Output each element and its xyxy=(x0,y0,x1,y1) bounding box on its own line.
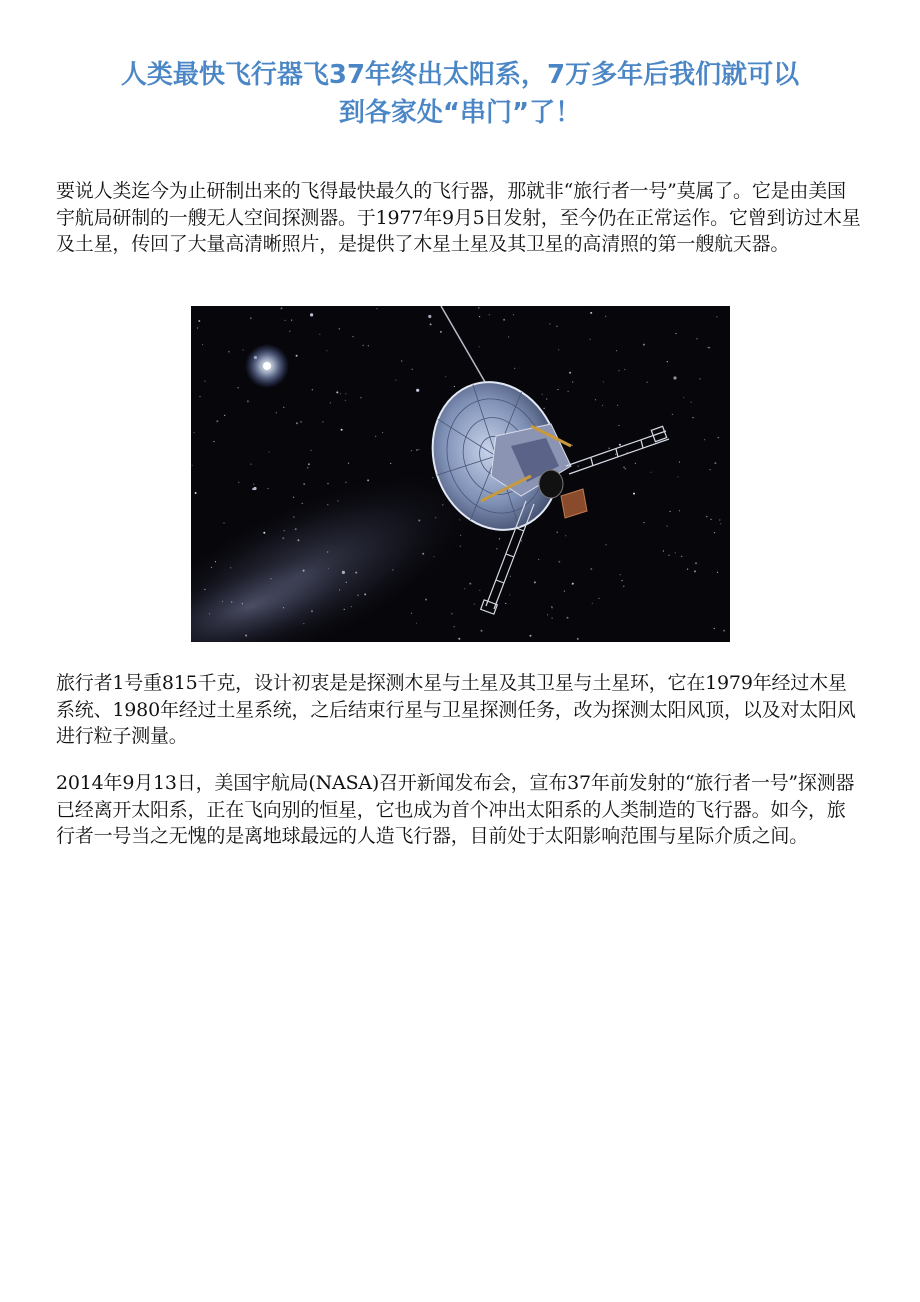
star xyxy=(245,635,247,637)
star xyxy=(478,307,480,309)
star xyxy=(509,594,510,595)
star xyxy=(716,316,717,317)
star xyxy=(489,314,490,315)
star xyxy=(357,595,358,596)
star xyxy=(569,372,571,374)
star xyxy=(351,606,352,607)
star xyxy=(285,320,286,321)
star xyxy=(692,417,693,418)
star xyxy=(590,312,592,314)
star xyxy=(595,399,596,400)
star xyxy=(694,570,696,572)
star xyxy=(714,462,716,464)
star xyxy=(609,448,610,449)
star xyxy=(433,556,434,557)
star xyxy=(696,338,697,339)
star xyxy=(577,638,579,640)
star xyxy=(479,590,480,591)
star xyxy=(568,391,569,392)
star xyxy=(293,497,294,498)
star xyxy=(336,391,338,393)
star xyxy=(192,465,193,466)
star xyxy=(213,441,214,442)
star xyxy=(534,581,536,583)
star xyxy=(673,376,676,379)
star xyxy=(342,571,345,574)
star xyxy=(411,450,412,451)
star xyxy=(382,432,383,433)
star xyxy=(339,589,340,590)
star xyxy=(530,635,532,637)
star xyxy=(238,482,239,483)
star xyxy=(418,520,420,522)
paragraph-intro: 要说人类迄今为止研制出来的飞得最快最久的飞行器，那就非“旅行者一号”莫属了。它是由美国宇航局研制的一艘无人空间探测器。于1977年9月5日发射，至今仍在正常运作。它曾到访过木星及土星，传回了大量高清晰照片，是提供了木星土星及其卫星的高清照的第一艘航天器。 xyxy=(56,180,861,255)
star xyxy=(505,603,506,604)
star xyxy=(691,402,692,403)
star xyxy=(549,323,550,324)
star xyxy=(222,601,223,602)
star xyxy=(510,576,511,577)
star xyxy=(276,412,277,413)
star xyxy=(348,463,349,464)
star xyxy=(695,562,697,564)
star xyxy=(204,589,205,590)
star xyxy=(572,583,574,585)
star xyxy=(319,334,320,335)
star xyxy=(699,378,700,379)
star xyxy=(619,444,621,446)
star xyxy=(675,552,676,553)
star xyxy=(440,331,442,333)
star xyxy=(416,449,418,451)
star xyxy=(295,528,297,530)
star xyxy=(667,361,668,362)
star xyxy=(345,482,346,483)
star xyxy=(605,544,606,545)
star xyxy=(364,593,366,595)
star xyxy=(302,503,303,504)
star xyxy=(346,582,347,583)
star xyxy=(564,591,565,592)
star xyxy=(322,421,323,422)
star xyxy=(230,567,231,568)
star xyxy=(709,469,710,470)
star xyxy=(412,369,413,370)
star xyxy=(590,339,591,340)
star xyxy=(572,445,573,446)
star xyxy=(647,382,648,383)
star xyxy=(392,569,393,570)
star xyxy=(376,308,377,309)
star xyxy=(513,314,514,315)
star xyxy=(252,488,254,490)
star xyxy=(339,328,340,329)
star xyxy=(341,429,343,431)
star xyxy=(460,546,461,547)
star xyxy=(650,472,651,473)
paragraph-nasa-announcement: 2014年9月13日，美国宇航局(NASA)召开新闻发布会，宣布37年前发射的“旅行者一号”探测器已经离开太阳系，正在飞向别的恒星，它也成为首个冲出太阳系的人类制造的飞行器。如今，旅行者一号当之无愧的是离地球最远的人造飞行器，目前处于太阳影响范围与星际介质之间。 xyxy=(56,772,855,847)
star xyxy=(231,601,232,602)
star xyxy=(624,369,625,370)
star xyxy=(250,318,251,319)
star xyxy=(327,504,328,505)
star xyxy=(363,345,364,346)
star xyxy=(367,479,369,481)
star xyxy=(635,463,636,464)
star xyxy=(672,414,673,415)
star xyxy=(687,569,688,570)
star xyxy=(667,526,668,527)
star xyxy=(312,389,313,390)
star xyxy=(326,350,327,351)
star xyxy=(603,381,604,382)
star xyxy=(623,586,624,587)
star xyxy=(442,504,443,505)
star xyxy=(296,422,298,424)
star xyxy=(683,397,684,398)
star xyxy=(328,568,329,569)
star xyxy=(283,607,284,608)
star xyxy=(605,316,606,317)
star xyxy=(422,553,424,555)
star xyxy=(521,540,522,541)
star xyxy=(460,535,461,536)
star xyxy=(508,336,509,337)
star xyxy=(401,360,402,361)
star xyxy=(565,535,566,536)
star xyxy=(552,607,553,608)
star xyxy=(670,511,671,512)
star xyxy=(352,336,353,337)
star xyxy=(297,539,299,541)
star xyxy=(479,316,480,317)
star xyxy=(598,598,599,599)
star xyxy=(327,483,328,484)
star xyxy=(474,604,475,605)
star xyxy=(679,510,680,511)
star xyxy=(454,386,455,387)
star xyxy=(514,368,515,369)
star xyxy=(714,532,715,533)
star xyxy=(459,519,460,520)
star xyxy=(311,610,313,612)
star xyxy=(390,463,391,464)
star xyxy=(681,556,682,557)
star xyxy=(425,599,427,601)
star xyxy=(202,344,203,345)
star xyxy=(677,476,678,477)
star xyxy=(247,400,249,402)
star xyxy=(355,572,357,574)
star xyxy=(602,405,603,406)
star xyxy=(289,331,290,332)
star xyxy=(243,349,244,350)
article-title xyxy=(40,56,880,132)
star xyxy=(552,618,553,619)
star xyxy=(451,613,452,614)
star xyxy=(435,517,436,518)
star xyxy=(368,345,369,346)
star xyxy=(578,465,579,466)
star xyxy=(345,400,346,401)
star xyxy=(310,313,313,316)
star xyxy=(327,551,328,552)
star xyxy=(430,323,432,325)
star xyxy=(307,467,308,468)
star xyxy=(557,532,558,533)
star xyxy=(714,628,715,629)
star xyxy=(620,574,621,575)
star xyxy=(542,394,543,395)
star xyxy=(330,402,331,403)
article-title-line-1: 人类最快飞行器飞37年终出太阳系，7万多年后我们就可以 xyxy=(120,60,800,90)
star xyxy=(708,347,709,348)
star xyxy=(263,532,265,534)
star xyxy=(621,580,622,581)
star xyxy=(344,609,345,610)
star xyxy=(546,398,547,399)
star xyxy=(590,568,592,570)
star xyxy=(340,393,341,394)
star xyxy=(679,461,680,462)
star xyxy=(572,381,573,382)
star xyxy=(300,421,301,422)
star xyxy=(345,393,346,394)
star xyxy=(592,603,593,604)
star xyxy=(303,483,305,485)
star xyxy=(199,396,200,397)
star xyxy=(375,436,376,437)
star xyxy=(418,449,419,450)
star xyxy=(411,613,412,614)
star xyxy=(291,320,292,321)
star xyxy=(224,415,225,416)
star xyxy=(270,578,271,579)
star xyxy=(496,548,497,549)
star xyxy=(238,387,239,388)
star xyxy=(303,623,304,624)
star xyxy=(538,559,539,560)
star xyxy=(281,307,283,309)
star xyxy=(479,346,480,347)
star xyxy=(464,588,465,589)
star xyxy=(499,538,500,539)
star xyxy=(719,519,720,520)
star xyxy=(668,555,669,556)
voyager-spacecraft-image xyxy=(191,306,730,642)
star xyxy=(481,630,483,632)
star xyxy=(253,484,254,485)
star xyxy=(454,626,455,627)
star xyxy=(395,380,396,381)
star xyxy=(283,407,284,408)
star xyxy=(623,467,624,468)
star xyxy=(197,327,198,328)
paragraph-specs: 旅行者1号重815千克，设计初衷是是探测木星与土星及其卫星与土星环，它在1979年经过木星系统、1980年经过土星系统，之后结束行星与卫星探测任务，改为探测太阳风顶，以及对太阳风进行粒子测量。 xyxy=(56,672,856,747)
star xyxy=(215,561,216,562)
article-title-line-2: 到各家处“串门”了！ xyxy=(338,98,582,128)
star xyxy=(709,347,710,348)
star xyxy=(625,468,626,469)
star xyxy=(310,450,311,451)
star xyxy=(643,522,644,523)
star xyxy=(718,437,719,438)
star xyxy=(194,432,195,433)
star xyxy=(458,638,460,640)
star xyxy=(308,463,310,465)
star xyxy=(228,351,229,352)
star xyxy=(547,614,548,615)
star xyxy=(618,370,619,371)
star xyxy=(209,613,210,614)
star xyxy=(616,350,617,351)
star xyxy=(211,567,212,568)
star xyxy=(416,623,417,624)
star xyxy=(337,500,338,501)
star xyxy=(428,315,431,318)
star xyxy=(293,516,294,517)
star xyxy=(710,519,711,520)
star xyxy=(296,355,298,357)
star xyxy=(469,583,471,585)
star xyxy=(195,492,197,494)
star xyxy=(267,488,268,489)
star xyxy=(269,451,270,452)
star xyxy=(445,376,446,377)
star xyxy=(432,477,433,478)
star xyxy=(544,408,545,409)
star xyxy=(216,420,218,422)
star xyxy=(720,523,721,524)
star xyxy=(717,572,718,573)
star xyxy=(223,522,224,523)
star xyxy=(723,630,725,632)
star xyxy=(558,349,559,350)
star xyxy=(557,389,558,390)
star xyxy=(618,425,619,426)
star xyxy=(360,397,361,398)
star xyxy=(198,320,200,322)
star xyxy=(250,464,251,465)
star xyxy=(416,389,419,392)
star xyxy=(633,493,635,495)
star xyxy=(303,570,305,572)
star xyxy=(242,603,243,604)
star xyxy=(706,516,707,517)
star xyxy=(284,530,285,531)
star xyxy=(204,381,205,382)
star xyxy=(558,561,560,563)
star xyxy=(663,550,664,551)
star xyxy=(704,439,705,440)
star xyxy=(503,319,505,321)
star xyxy=(615,454,616,455)
star xyxy=(643,344,645,346)
star xyxy=(617,405,618,406)
star xyxy=(556,326,557,327)
star xyxy=(675,333,676,334)
star xyxy=(282,537,284,539)
star xyxy=(567,617,569,619)
